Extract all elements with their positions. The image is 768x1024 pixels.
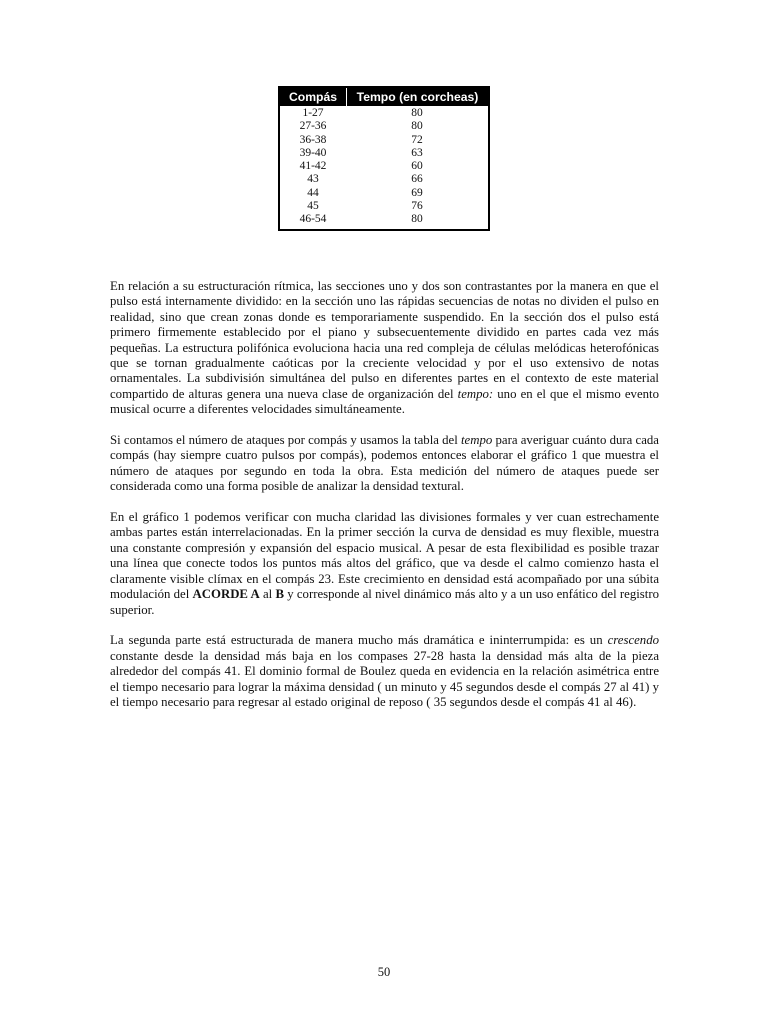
table-row xyxy=(280,160,488,173)
cell-compas: 43 xyxy=(307,173,319,186)
paragraph-3-chord-b: B xyxy=(275,587,284,602)
paragraph-2-emphasis: tempo xyxy=(461,433,493,448)
paragraph-4-emphasis: crescendo xyxy=(607,633,659,648)
paragraph-2 xyxy=(110,433,659,495)
cell-tempo: 80 xyxy=(411,107,423,119)
paragraph-1-text-end: uno en el que el mismo evento musical ocurre a diferentes velocidades simultáneamente. xyxy=(110,386,659,417)
cell-compas: 44 xyxy=(307,186,319,199)
tempo-table xyxy=(278,86,490,231)
table-row xyxy=(280,147,488,160)
paragraph-3-text-mid: al xyxy=(259,587,276,602)
table-row xyxy=(280,120,488,133)
paragraph-2-text-end: para averiguar cuánto dura cada compás (hay siempre cuatro pulsos por compás), podemos entonces elaborar el gráfico 1 que muestra el número de ataques por segundo en toda la obra. Esta medición del número de ataques puede ser considerada como una forma posible de analizar la densidad textural. xyxy=(110,433,659,494)
table-row xyxy=(280,200,488,213)
paragraph-3-text-end: y corresponde al nivel dinámico más alto y a un uso enfático del registro superior. xyxy=(110,587,659,617)
cell-tempo: 63 xyxy=(411,146,423,159)
paragraph-1-emphasis: tempo: xyxy=(457,386,494,401)
header-tempo: Tempo (en corcheas) xyxy=(356,90,479,104)
cell-tempo: 80 xyxy=(411,213,423,226)
table-body xyxy=(280,106,488,229)
body-text xyxy=(110,279,659,726)
paragraph-3-chord-a: ACORDE A xyxy=(192,587,260,602)
table-header xyxy=(280,88,488,106)
table-row xyxy=(280,213,488,226)
cell-compas: 36-38 xyxy=(299,133,327,146)
cell-compas: 27-36 xyxy=(299,120,327,133)
cell-tempo: 60 xyxy=(411,160,423,173)
table-row xyxy=(280,107,488,120)
cell-tempo: 80 xyxy=(411,120,423,133)
cell-compas: 45 xyxy=(307,200,319,213)
cell-compas: 41-42 xyxy=(299,160,327,173)
page-number: 50 xyxy=(377,965,391,979)
cell-tempo: 69 xyxy=(411,186,423,199)
table-row xyxy=(280,173,488,186)
paragraph-4-text: La segunda parte está estructurada de manera mucho más dramática e ininterrumpida: es un xyxy=(110,633,608,648)
cell-tempo: 72 xyxy=(411,133,423,146)
cell-compas: 1-27 xyxy=(302,107,324,119)
cell-compas: 46-54 xyxy=(299,213,327,226)
cell-tempo: 66 xyxy=(411,173,423,186)
table-row xyxy=(280,134,488,147)
table-row xyxy=(280,187,488,200)
paragraph-1 xyxy=(110,279,659,418)
paragraph-3-text: En el gráfico 1 podemos verificar con mucha claridad las divisiones formales y ver cuan estrechamente ambas partes están interrelacionadas. En la primer sección la curva de densidad es muy flexible, muestra una constante compresión y expansión del espacio musical. A pesar de esta flexibilidad es posible trazar una línea que conecte todos los puntos más altos del gráfico, que va desde el calmo comienzo hasta el claramente visible clímax en el compás 23. Este crecimiento en densidad está acompañado por una súbita modulación del xyxy=(110,510,659,602)
cell-compas: 39-40 xyxy=(299,146,327,159)
paragraph-4-text-end: constante desde la densidad más baja en los compases 27-28 hasta la densidad más alta de la pieza alrededor del compás 41. El dominio formal de Boulez queda en evidencia en la relación asimétrica entre el tiempo necesario para lograr la máxima densidad ( un minuto y 45 segundos desde el compás 27 al 41) y el tiempo necesario para regresar al estado original de reposo ( 35 segundos desde el compás 41 al 46). xyxy=(110,648,659,709)
header-compas: Compás xyxy=(280,88,347,106)
paragraph-4 xyxy=(110,633,659,710)
paragraph-3 xyxy=(110,510,659,618)
paragraph-1-text: En relación a su estructuración rítmica, las secciones uno y dos son contrastantes por la manera en que el pulso está internamente dividido: en la sección uno las rápidas secuencias de notas no dividen el pulso en realidad, sino que crean zonas donde es temporariamente suspendido. En la sección dos el pulso está primero firmemente establecido por el piano y subsecuentemente dividido en partes cada vez más pequeñas. La estructura polifónica evoluciona hacia una red compleja de células melódicas heterofónicas que se tornan gradualmente caóticas por la creciente velocidad y por el uso extensivo de notas ornamentales. La subdivisión simultánea del pulso en diferentes partes en el contexto de este material compartido de alturas genera una nueva clase de organización del xyxy=(110,279,659,401)
paragraph-2-text: Si contamos el número de ataques por compás y usamos la tabla del xyxy=(110,433,461,448)
cell-tempo: 76 xyxy=(411,200,423,213)
